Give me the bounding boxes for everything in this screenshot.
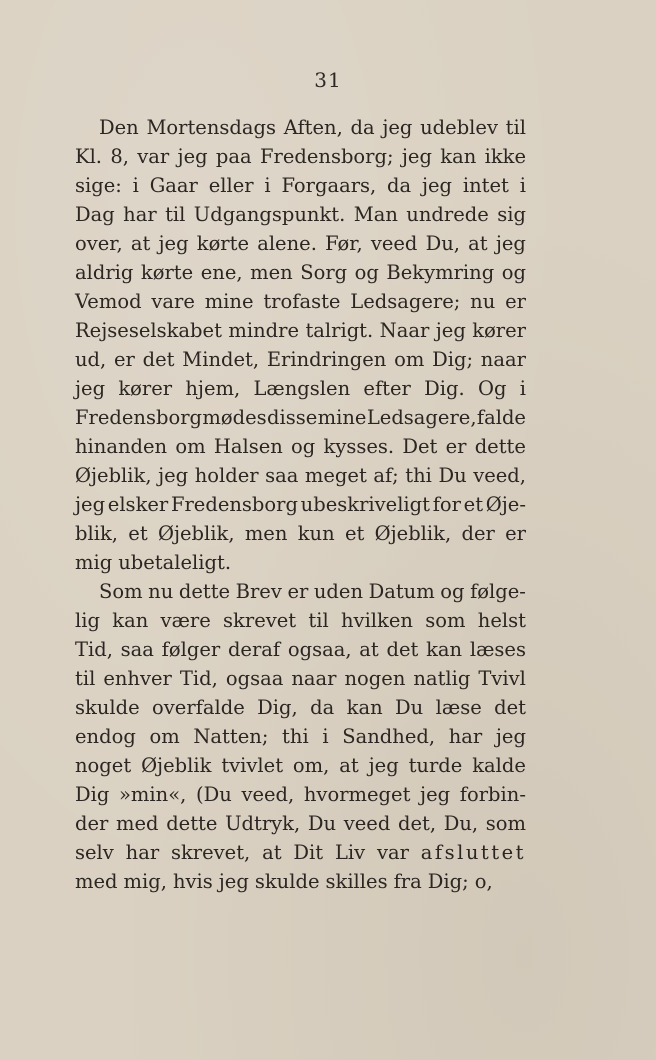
text-line: Dag har til Udgangspunkt. Man undrede sig [75, 203, 526, 226]
page-number: 31 [314, 68, 342, 92]
text-line: Som nu dette Brev er uden Datum og følge- [99, 580, 526, 603]
text-line: over, at jeg kørte alene. Før, veed Du, at jeg [75, 232, 526, 255]
text-line: selv har skrevet, at Dit Liv var afsluttet [75, 841, 526, 864]
text-line: jeg elsker Fredensborg ubeskriveligt for et Øje- [75, 493, 526, 516]
text-line: Vemod vare mine trofaste Ledsagere; nu er [75, 290, 526, 313]
text-line: med mig, hvis jeg skulde skilles fra Dig; o, [75, 870, 493, 893]
text-line: Kl. 8, var jeg paa Fredensborg; jeg kan ikke [75, 145, 526, 168]
body-text [75, 113, 526, 896]
text-line: noget Øjeblik tvivlet om, at jeg turde kalde [75, 754, 526, 777]
text-line: der med dette Udtryk, Du veed det, Du, som [75, 812, 526, 835]
text-line: blik, et Øjeblik, men kun et Øjeblik, der er [75, 522, 526, 545]
text-line: jeg kører hjem, Længslen efter Dig. Og i [75, 377, 526, 400]
text-line: skulde overfalde Dig, da kan Du læse det [75, 696, 526, 719]
text-line: aldrig kørte ene, men Sorg og Bekymring og [75, 261, 526, 284]
text-line: Øjeblik, jeg holder saa meget af; thi Du veed, [75, 464, 526, 487]
text-line: Rejseselskabet mindre talrigt. Naar jeg kører [75, 319, 526, 342]
paragraph-2 [75, 577, 526, 896]
text-line: Dig »min«, (Du veed, hvormeget jeg forbin- [75, 783, 526, 806]
text-line: Tid, saa følger deraf ogsaa, at det kan læses [75, 638, 526, 661]
text-line: endog om Natten; thi i Sandhed, har jeg [75, 725, 526, 748]
text-line: til enhver Tid, ogsaa naar nogen natlig Tvivl [75, 667, 526, 690]
text-line: Fredensborg mødes disse mine Ledsagere, falde [75, 406, 526, 429]
text-line: mig ubetaleligt. [75, 551, 232, 574]
text-line: hinanden om Halsen og kysses. Det er dette [75, 435, 526, 458]
text-line: ud, er det Mindet, Erindringen om Dig; naar [75, 348, 526, 371]
paragraph-1 [75, 113, 526, 577]
text-line: lig kan være skrevet til hvilken som helst [75, 609, 526, 632]
text-line: sige: i Gaar eller i Forgaars, da jeg intet i [75, 174, 526, 197]
text-line: Den Mortensdags Aften, da jeg udeblev til [99, 116, 526, 139]
